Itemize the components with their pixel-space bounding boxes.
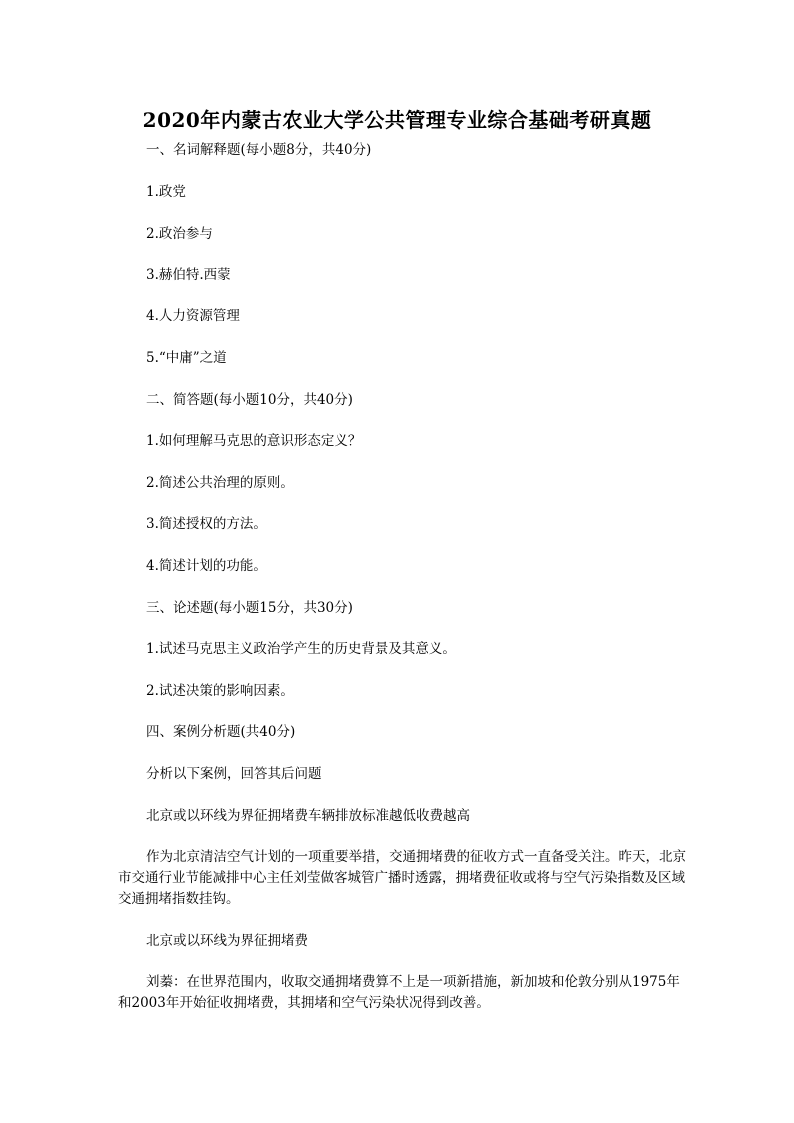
term-item-4: 4.人力资源管理 (146, 308, 240, 324)
essay-item-2: 2.试述决策的影响因素。 (146, 683, 294, 699)
short-answer-item-2: 2.简述公共治理的原则。 (146, 475, 294, 491)
term-item-3: 3.赫伯特.西蒙 (146, 267, 231, 283)
case-paragraph-1: 作为北京清洁空气计划的一项重要举措，交通拥堵费的征收方式一直备受关注。昨天，北京市交通行业节能减排中心主任刘莹做客城管广播时透露，拥堵费征收或将与空气污染指数及区域交通拥堵指数挂钩。 (118, 849, 686, 907)
section-1-heading: 一、名词解释题(每小题8分，共40分) (146, 142, 372, 158)
case-instruction: 分析以下案例，回答其后问题 (146, 766, 322, 782)
term-item-5: 5.“中庸”之道 (146, 350, 227, 366)
case-subtitle: 北京或以环线为界征拥堵费 (146, 933, 308, 949)
section-4-heading: 四、案例分析题(共40分) (146, 724, 296, 740)
term-item-1: 1.政党 (146, 184, 186, 200)
term-item-2: 2.政治参与 (146, 226, 213, 242)
section-2-heading: 二、简答题(每小题10分，共40分) (146, 392, 353, 408)
case-paragraph-2: 刘蓁：在世界范围内，收取交通拥堵费算不上是一项新措施，新加坡和伦敦分别从1975年和2003年开始征收拥堵费，其拥堵和空气污染状况得到改善。 (118, 974, 680, 1011)
section-3-heading: 三、论述题(每小题15分，共30分) (146, 600, 353, 616)
essay-item-1: 1.试述马克思主义政治学产生的历史背景及其意义。 (146, 641, 456, 657)
short-answer-item-1: 1.如何理解马克思的意识形态定义？ (146, 433, 362, 449)
case-title: 北京或以环线为界征拥堵费车辆排放标准越低收费越高 (146, 808, 470, 824)
document-title: 2020年内蒙古农业大学公共管理专业综合基础考研真题 (142, 108, 652, 132)
short-answer-item-3: 3.简述授权的方法。 (146, 516, 267, 532)
short-answer-item-4: 4.简述计划的功能。 (146, 558, 267, 574)
